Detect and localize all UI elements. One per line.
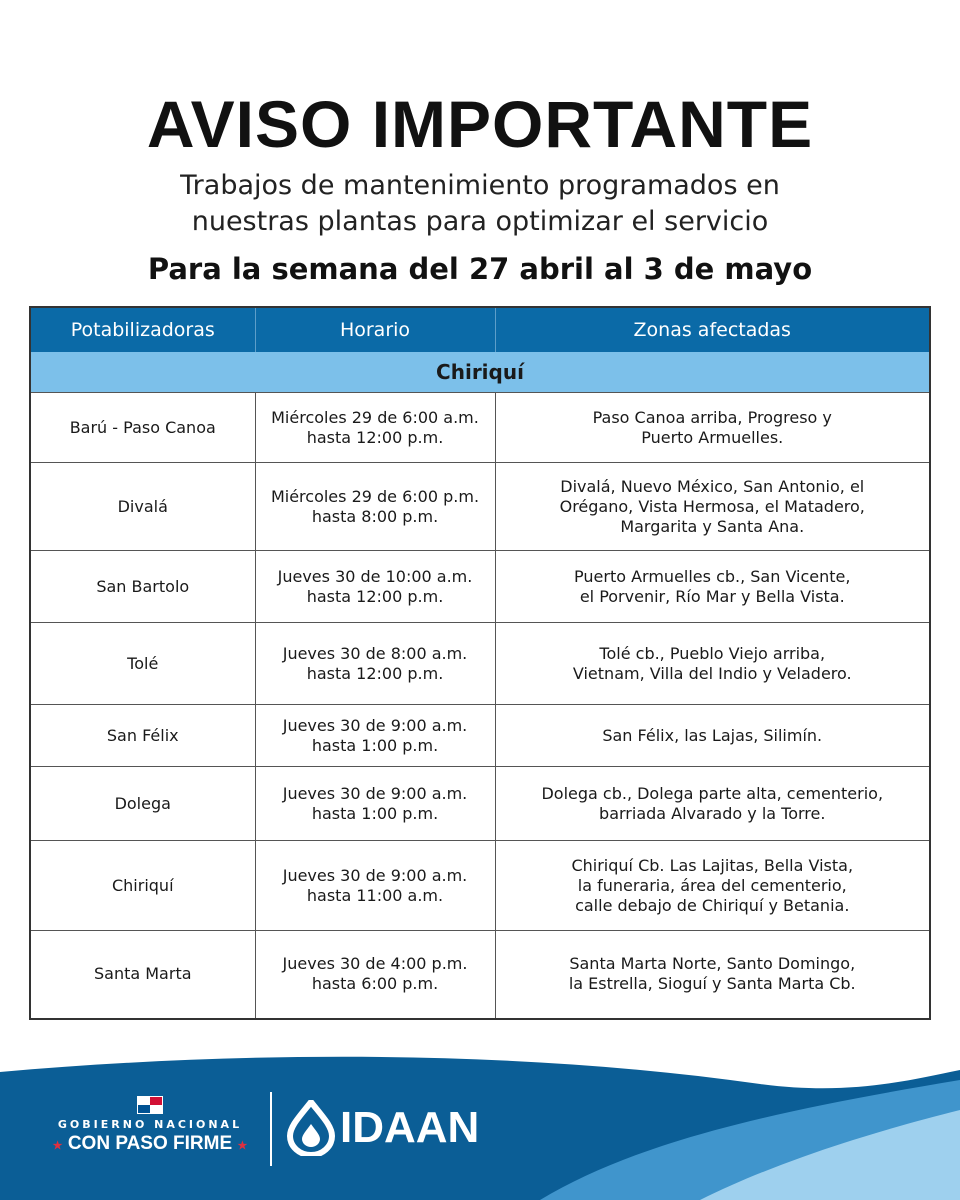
table-row <box>30 551 930 623</box>
zones-cell-line: Puerto Armuelles. <box>641 427 784 447</box>
region-label: Chiriquí <box>30 352 930 393</box>
zones-cell <box>495 393 930 463</box>
subtitle-line-2: nuestras plantas para optimizar el servicio <box>191 206 769 237</box>
gov-bottom-row <box>40 1133 260 1155</box>
zones-cell-line: Puerto Armuelles cb., San Vicente, <box>574 566 851 586</box>
schedule-cell-line: Jueves 30 de 9:00 a.m. <box>282 715 468 735</box>
subtitle-line-1: Trabajos de mantenimiento programados en <box>180 170 780 201</box>
column-header-zones: Zonas afectadas <box>495 307 930 352</box>
table-row <box>30 393 930 463</box>
column-header-plants: Potabilizadoras <box>30 307 255 352</box>
table-row <box>30 705 930 767</box>
gov-top-text: GOBIERNO NACIONAL <box>57 1118 243 1131</box>
zones-cell-line: Margarita y Santa Ana. <box>620 516 805 536</box>
schedule-cell-line: hasta 11:00 a.m. <box>306 885 444 905</box>
zones-cell-line: Paso Canoa arriba, Progreso y <box>592 407 832 427</box>
schedule-cell <box>255 705 495 767</box>
table-row <box>30 623 930 705</box>
zones-cell-line: Vietnam, Villa del Indio y Veladero. <box>572 663 852 683</box>
zones-cell <box>495 767 930 841</box>
plant-cell: San Félix <box>30 705 255 767</box>
panama-flag-icon <box>137 1096 163 1114</box>
zones-cell-line: la Estrella, Sioguí y Santa Marta Cb. <box>568 974 856 994</box>
zones-cell <box>495 551 930 623</box>
logo-divider <box>270 1092 272 1166</box>
plant-cell: Dolega <box>30 767 255 841</box>
gov-bottom-text: CON PASO FIRME <box>67 1133 233 1154</box>
schedule-cell <box>255 841 495 931</box>
schedule-cell <box>255 767 495 841</box>
region-row <box>30 352 930 393</box>
zones-cell-line: Santa Marta Norte, Santo Domingo, <box>569 954 856 974</box>
schedule-cell-line: hasta 6:00 p.m. <box>311 974 439 994</box>
zones-cell-line: la funeraria, área del cementerio, <box>577 875 847 895</box>
page-title: AVISO IMPORTANTE <box>146 87 814 161</box>
zones-cell-line: barriada Alvarado y la Torre. <box>599 803 826 823</box>
schedule-cell-line: Jueves 30 de 10:00 a.m. <box>277 566 473 586</box>
brand-name: IDAAN <box>340 1103 480 1152</box>
zones-cell-line: Chiriquí Cb. Las Lajitas, Bella Vista, <box>571 855 854 875</box>
zones-cell-line: calle debajo de Chiriquí y Betania. <box>575 895 850 915</box>
zones-cell <box>495 623 930 705</box>
water-drop-icon <box>286 1100 336 1156</box>
column-header-schedule: Horario <box>255 307 495 352</box>
star-icon: ★ <box>52 1140 63 1152</box>
schedule-cell <box>255 393 495 463</box>
zones-cell <box>495 705 930 767</box>
plant-cell: Divalá <box>30 463 255 551</box>
table-row <box>30 931 930 1019</box>
table-row <box>30 767 930 841</box>
table-row <box>30 841 930 931</box>
table-header-row <box>30 307 930 352</box>
schedule-cell-line: hasta 12:00 p.m. <box>306 663 444 683</box>
zones-cell-line: Tolé cb., Pueblo Viejo arriba, <box>599 643 826 663</box>
week-heading: Para la semana del 27 abril al 3 de mayo <box>147 252 813 286</box>
plant-cell: Chiriquí <box>30 841 255 931</box>
zones-cell-line: San Félix, las Lajas, Silimín. <box>602 725 823 745</box>
zones-cell-line: Orégano, Vista Hermosa, el Matadero, <box>559 496 865 516</box>
schedule-cell-line: Jueves 30 de 9:00 a.m. <box>282 865 468 885</box>
schedule-cell <box>255 931 495 1019</box>
plant-cell: Barú - Paso Canoa <box>30 393 255 463</box>
maintenance-table <box>29 306 931 1020</box>
schedule-cell-line: Miércoles 29 de 6:00 a.m. <box>271 407 479 427</box>
subtitle <box>0 168 960 240</box>
zones-cell-line: el Porvenir, Río Mar y Bella Vista. <box>579 586 845 606</box>
star-icon: ★ <box>237 1140 248 1152</box>
schedule-cell <box>255 551 495 623</box>
schedule-cell-line: Miércoles 29 de 6:00 p.m. <box>270 486 480 506</box>
schedule-cell-line: hasta 8:00 p.m. <box>311 506 439 526</box>
idaan-logo <box>286 1098 479 1158</box>
schedule-cell-line: Jueves 30 de 4:00 p.m. <box>282 954 468 974</box>
schedule-cell-line: hasta 12:00 p.m. <box>306 427 444 447</box>
plant-cell: Tolé <box>30 623 255 705</box>
schedule-cell-line: Jueves 30 de 8:00 a.m. <box>282 643 468 663</box>
plant-cell: San Bartolo <box>30 551 255 623</box>
schedule-cell-line: hasta 1:00 p.m. <box>311 735 439 755</box>
schedule-cell-line: hasta 12:00 p.m. <box>306 586 444 606</box>
zones-cell-line: Dolega cb., Dolega parte alta, cementerio, <box>541 783 884 803</box>
zones-cell-line: Divalá, Nuevo México, San Antonio, el <box>560 476 865 496</box>
schedule-cell <box>255 463 495 551</box>
schedule-cell-line: Jueves 30 de 9:00 a.m. <box>282 783 468 803</box>
schedule-cell-line: hasta 1:00 p.m. <box>311 803 439 823</box>
schedule-cell <box>255 623 495 705</box>
plant-cell: Santa Marta <box>30 931 255 1019</box>
government-logo <box>40 1096 260 1155</box>
zones-cell <box>495 463 930 551</box>
table-row <box>30 463 930 551</box>
zones-cell <box>495 841 930 931</box>
zones-cell <box>495 931 930 1019</box>
